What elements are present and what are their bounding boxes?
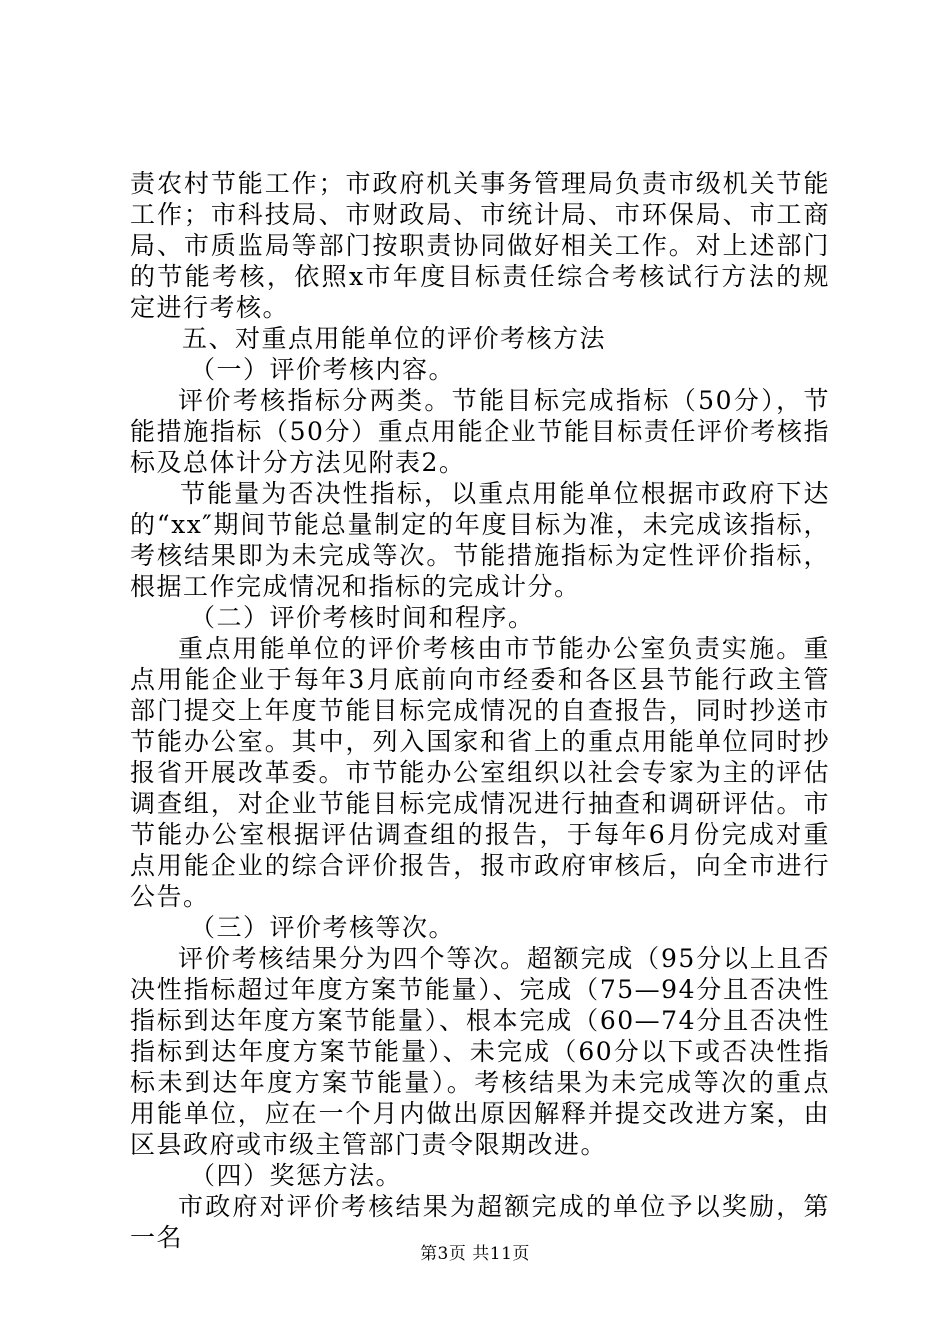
section-heading-five: 五、对重点用能单位的评价考核方法 bbox=[182, 324, 607, 353]
subheading-rewards: （四）奖惩方法。 bbox=[190, 1161, 403, 1190]
subheading-grades: （三）评价考核等次。 bbox=[190, 913, 456, 942]
subheading-time-procedure: （二）评价考核时间和程序。 bbox=[190, 603, 535, 632]
paragraph-rewards: 市政府对评价考核结果为超额完成的单位予以奖励，第一名 bbox=[130, 1192, 830, 1252]
document-body bbox=[130, 168, 830, 1253]
paragraph-procedure: 重点用能单位的评价考核由市节能办公室负责实施。重点用能企业于每年3月底前向市经委和各区县节能行政主管部门提交上年度节能目标完成情况的自查报告，同时抄送市节能办公室。其中，列入国家和省上的重点用能单位同时抄报省开展改革委。市节能办公室组织以社会专家为主的评估调查组，对企业节能目标完成情况进行抽查和调研评估。市节能办公室根据评估调查组的报告，于每年6月份完成对重点用能企业的综合评价报告，报市政府审核后，向全市进行公告。 bbox=[130, 634, 830, 911]
paragraph-indicators: 评价考核指标分两类。节能目标完成指标（50分），节能措施指标（50分）重点用能企业节能目标责任评价考核指标及总体计分方法见附表2。 bbox=[130, 386, 830, 477]
paragraph-grades: 评价考核结果分为四个等次。超额完成（95分以上且否决性指标超过年度方案节能量）、完成（75—94分且否决性指标到达年度方案节能量）、根本完成（60—74分且否决性指标到达年度方案节能量）、未完成（60分以下或否决性指标未到达年度方案节能量）。考核结果为未完成等次的重点用能单位，应在一个月内做出原因解释并提交改进方案，由区县政府或市级主管部门责令限期改进。 bbox=[130, 944, 830, 1159]
paragraph-veto-indicator: 节能量为否决性指标，以重点用能单位根据市政府下达的“xx″期间节能总量制定的年度目标为准，未完成该指标，考核结果即为未完成等次。节能措施指标为定性评价指标，根据工作完成情况和指标的完成计分。 bbox=[130, 479, 830, 601]
paragraph-responsibilities: 责农村节能工作；市政府机关事务管理局负责市级机关节能工作；市科技局、市财政局、市统计局、市环保局、市工商局、市质监局等部门按职责协同做好相关工作。对上述部门的节能考核，依照x市年度目标责任综合考核试行方法的规定进行考核。 bbox=[130, 169, 830, 322]
page-number-footer: 第3页 共11页 bbox=[420, 1244, 530, 1264]
subheading-content: （一）评价考核内容。 bbox=[190, 355, 456, 384]
